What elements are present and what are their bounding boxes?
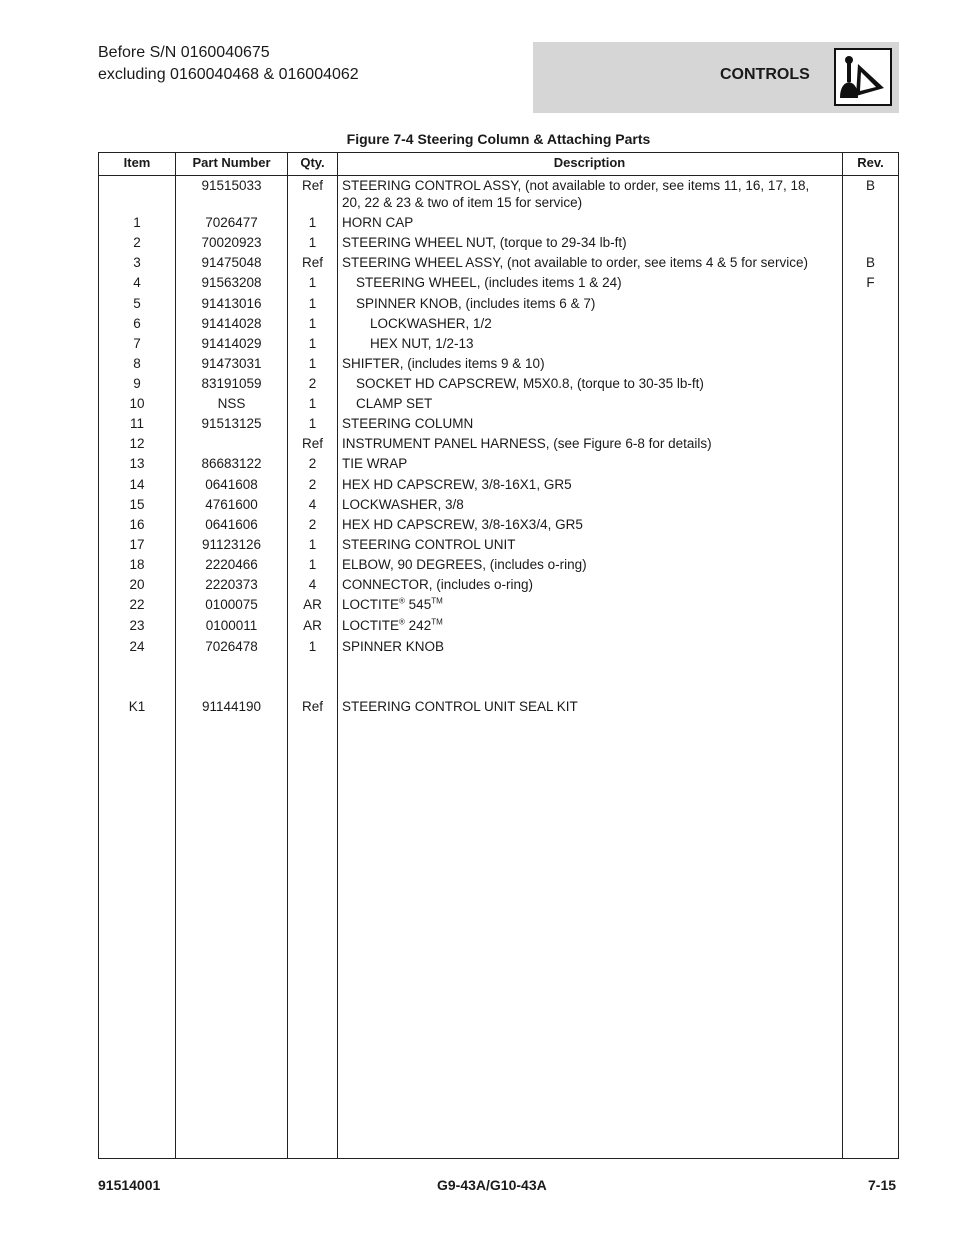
quantity: 4 [308,497,317,512]
description [342,375,856,392]
quantity: 1 [308,537,317,552]
header-divider [99,175,898,176]
item-number: 17 [129,537,145,552]
item-number: 13 [129,456,145,471]
quantity: 2 [308,517,317,532]
description-text: STEERING CONTROL UNIT SEAL KIT [342,699,578,714]
description [342,596,842,613]
footer-model: G9-43A/G10-43A [437,1177,547,1193]
figure-title: Figure 7-4 Steering Column & Attaching Parts [346,131,651,147]
trademark-mark: TM [431,617,443,627]
quantity: 1 [308,275,317,290]
part-number: 7026478 [205,639,258,654]
quantity: 2 [308,376,317,391]
description [342,177,842,211]
description [342,395,856,412]
description-text: HEX NUT, 1/2-13 [370,336,474,351]
item-number: 14 [129,477,145,492]
description [342,415,842,432]
part-number: 91144190 [201,699,262,714]
description-text: CONNECTOR, (includes o-ring) [342,577,534,592]
item-number: 6 [133,316,141,331]
part-number: 0100011 [205,618,258,633]
description-text: STEERING WHEEL NUT, (torque to 29-34 lb-ft) [342,235,627,250]
quantity: 1 [308,356,317,371]
section-tab [533,42,899,113]
description [342,556,842,573]
item-number: 20 [129,577,145,592]
description-text: SPINNER KNOB [342,639,445,654]
description-text: LOCKWASHER, 1/2 [370,316,492,331]
description-text: STEERING COLUMN [342,416,474,431]
description-text: LOCTITE [342,618,400,633]
part-number: 70020923 [201,235,262,250]
description-text: STEERING CONTROL UNIT [342,537,516,552]
quantity: Ref [301,436,323,451]
part-number: 2220373 [205,577,258,592]
col-header-item: Item [123,155,151,170]
item-number: 12 [129,436,145,451]
item-number: 2 [133,235,141,250]
part-number: 2220466 [205,557,258,572]
footer-page-number: 7-15 [868,1177,897,1193]
quantity: Ref [301,699,323,714]
item-number: 1 [133,215,141,230]
description [342,295,856,312]
description-text: LOCTITE [342,597,400,612]
description [342,435,842,452]
trademark-mark: TM [431,596,443,606]
item-number: 11 [129,416,144,431]
item-number: 23 [129,618,145,633]
quantity: Ref [301,255,323,270]
col-header-qty: Qty. [300,155,325,170]
description [342,476,842,493]
part-number: 86683122 [201,456,262,471]
item-number: 4 [133,275,141,290]
part-number: NSS [217,396,246,411]
description-text: HEX HD CAPSCREW, 3/8-16X3/4, GR5 [342,517,583,532]
description [342,455,842,472]
col-header-description: Description [553,155,626,170]
description [342,496,842,513]
col-header-rev: Rev. [857,155,884,170]
item-number: K1 [128,699,146,714]
quantity: 1 [308,215,317,230]
description-text: HEX HD CAPSCREW, 3/8-16X1, GR5 [342,477,572,492]
item-number: 15 [129,497,145,512]
description-text: SPINNER KNOB, (includes items 6 & 7) [356,296,596,311]
section-title: CONTROLS [720,66,810,83]
quantity: 1 [308,235,317,250]
revision: F [866,275,875,290]
description [342,516,842,533]
quantity: 1 [308,336,317,351]
description-text: STEERING WHEEL, (includes items 1 & 24) [356,275,622,290]
description-text: TIE WRAP [342,456,408,471]
quantity: 1 [308,296,317,311]
item-number: 7 [133,336,141,351]
part-number: 4761600 [205,497,258,512]
item-number: 5 [133,296,141,311]
description [342,254,842,271]
revision: B [865,178,875,193]
quantity: AR [303,618,322,633]
part-number: 0100075 [205,597,258,612]
description-text: STEERING WHEEL ASSY, (not available to order, see items 4 & 5 for service) [342,255,808,270]
part-number: 91563208 [201,275,262,290]
quantity: 2 [308,456,317,471]
part-number: 91515033 [201,178,262,193]
item-number: 8 [133,356,141,371]
serial-line-2: excluding 0160040468 & 016004062 [98,66,359,83]
part-number: 0641606 [205,517,258,532]
description [342,638,842,655]
quantity: 1 [308,416,317,431]
description [342,315,870,332]
description [342,617,842,634]
item-number: 3 [133,255,141,270]
quantity: 1 [308,396,317,411]
description-text: HORN CAP [342,215,414,230]
description-text: STEERING CONTROL ASSY, (not available to order, see items 11, 16, 17, 18, [342,178,810,193]
description [342,274,856,291]
description [342,335,870,352]
registered-mark: ® [399,596,405,606]
part-number: 83191059 [201,376,262,391]
part-number: 0641608 [205,477,258,492]
description-text: SHIFTER, (includes items 9 & 10) [342,356,545,371]
item-number: 24 [129,639,145,654]
item-number: 18 [129,557,145,572]
part-number: 91123126 [201,537,262,552]
description [342,536,842,553]
description-text-suffix: 545 [404,597,432,612]
part-number: 91414029 [201,336,262,351]
quantity: 1 [308,316,317,331]
col-header-part-number: Part Number [192,155,271,170]
item-number: 22 [129,597,145,612]
quantity: 2 [308,477,317,492]
joystick-control-icon [834,48,892,106]
part-number: 91473031 [201,356,262,371]
quantity: 1 [308,557,317,572]
quantity: 4 [308,577,317,592]
description [342,576,842,593]
item-number: 9 [133,376,141,391]
footer-doc-number: 91514001 [98,1177,161,1193]
part-number: 91414028 [201,316,262,331]
part-number: 91413016 [201,296,262,311]
description [342,214,842,231]
description-text: SOCKET HD CAPSCREW, M5X0.8, (torque to 30-35 lb-ft) [356,376,704,391]
description [342,234,842,251]
item-number: 10 [129,396,145,411]
quantity: 1 [308,639,317,654]
registered-mark: ® [399,617,405,627]
description [342,698,842,715]
header-serial-info [98,42,359,86]
description-text: LOCKWASHER, 3/8 [342,497,464,512]
revision: B [865,255,875,270]
parts-table [98,152,899,1159]
part-number: 7026477 [205,215,258,230]
description-text: ELBOW, 90 DEGREES, (includes o-ring) [342,557,587,572]
serial-line-1: Before S/N 0160040675 [98,44,270,61]
description [342,355,842,372]
description-text: CLAMP SET [356,396,433,411]
description-text: INSTRUMENT PANEL HARNESS, (see Figure 6-8 for details) [342,436,712,451]
description-text-suffix: 242 [404,618,432,633]
description-text-line-2: 20, 22 & 23 & two of item 15 for service) [342,195,583,210]
part-number: 91513125 [201,416,262,431]
column-divider [337,153,338,1158]
quantity: AR [303,597,322,612]
quantity: Ref [301,178,323,193]
part-number: 91475048 [201,255,262,270]
item-number: 16 [129,517,145,532]
